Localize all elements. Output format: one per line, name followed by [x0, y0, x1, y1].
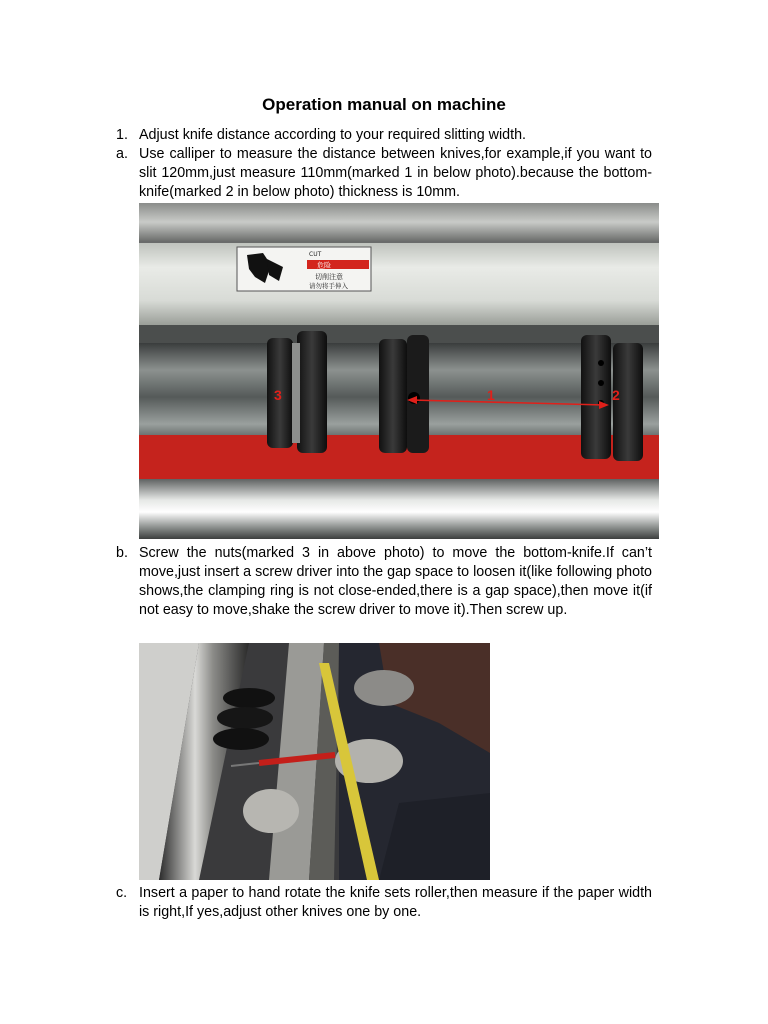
step-text: Adjust knife distance according to your required slitting width.	[139, 127, 527, 143]
marker-label-2: 2	[612, 387, 620, 403]
sticker-text: 危险	[317, 261, 331, 270]
step-text: Use calliper to measure the distance between knives,for example,if you want to slit 120mm,just measure 110mm(marked 1 in below photo).because the bottom-knife(marked 2 in below photo) thickness is 10mm.	[139, 146, 652, 200]
sticker-text: 切削注意	[315, 273, 343, 281]
step-marker: 1.	[116, 127, 128, 143]
step-marker: b.	[116, 545, 128, 561]
step-1	[116, 126, 652, 145]
warning-sticker	[237, 247, 371, 291]
marker-label-1: 1	[487, 387, 495, 403]
step-a	[116, 145, 652, 202]
step-b	[116, 544, 652, 620]
sticker-text: CUT	[309, 251, 322, 258]
glove-icon	[354, 670, 414, 706]
step-marker: a.	[116, 146, 128, 162]
knife-ring-middle	[379, 335, 429, 453]
glove-icon	[243, 789, 299, 833]
step-c	[116, 884, 652, 922]
knife-roller-photo	[139, 203, 659, 539]
marker-label-3: 3	[274, 387, 282, 403]
step-text: Screw the nuts(marked 3 in above photo) to move the bottom-knife.If can’t move,just insert a screw driver into the gap space to loosen it(like following photo shows,the clamping ring is not close-ended,there is a gap space),then move it(if not easy to move,shake the screw driver to move it).Then screw up.	[139, 545, 652, 618]
screwdriver-photo	[139, 643, 490, 880]
step-marker: c.	[116, 885, 128, 901]
step-text: Insert a paper to hand rotate the knife sets roller,then measure if the paper width is right,If yes,adjust other knives one by one.	[139, 885, 652, 920]
sticker-text: 请勿将手伸入	[309, 282, 348, 290]
page-title: Operation manual on machine	[262, 95, 506, 114]
